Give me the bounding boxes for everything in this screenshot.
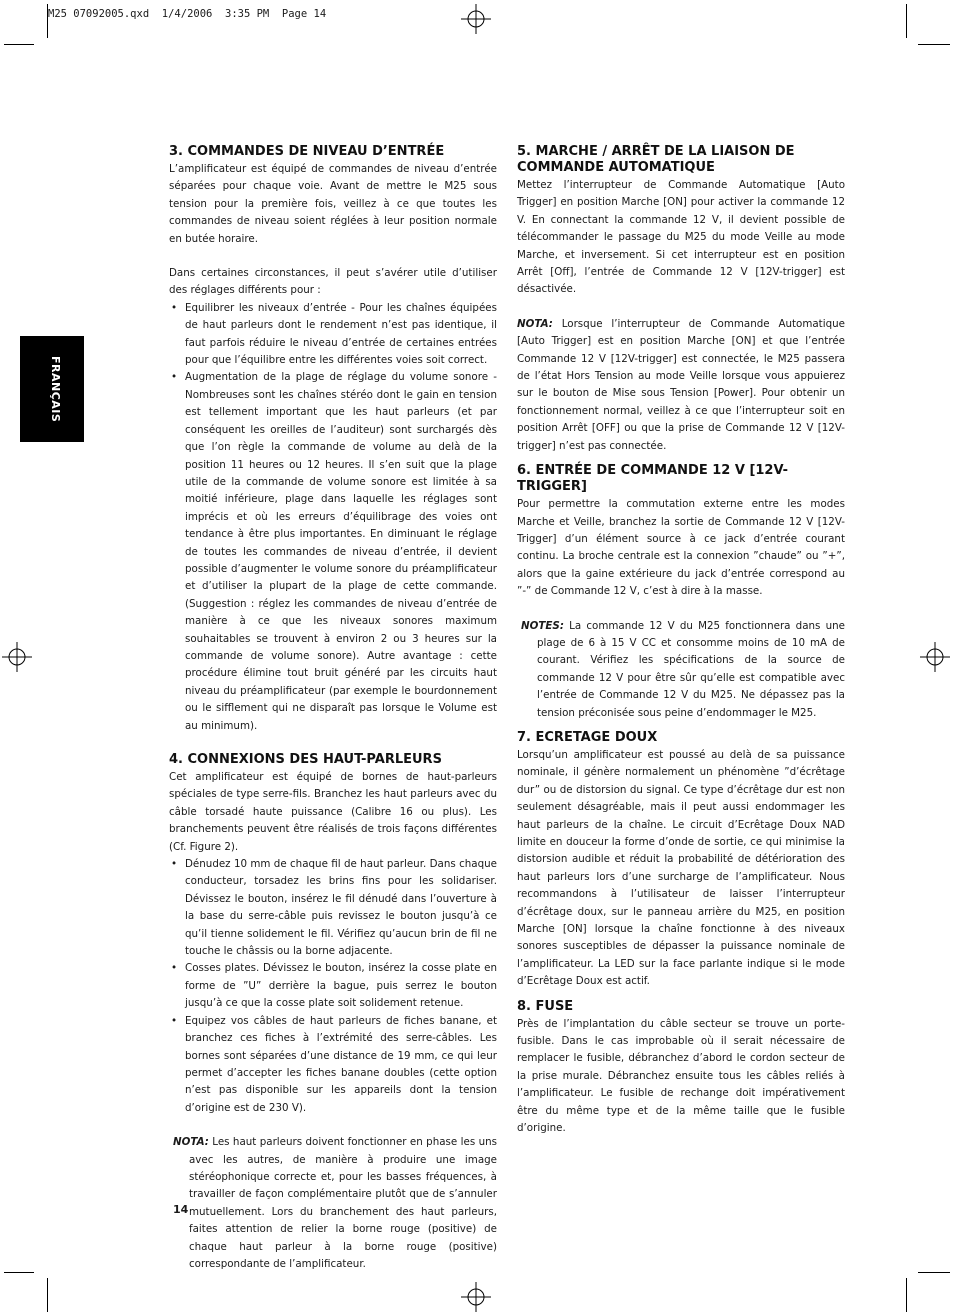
crop-mark-bottom-left-h (4, 1272, 34, 1273)
registration-mark-right (920, 642, 950, 672)
language-tab (20, 336, 84, 442)
section-4-title: 4. CONNEXIONS DES HAUT-PARLEURS (169, 752, 442, 767)
section-4-note-label: NOTA: (173, 1136, 209, 1149)
section-3-bullet-1: • Equilibrer les niveaux d’entrée - Pour les chaînes équipées de haut parleurs dont le rendement n’est pas identique, il faut parfois réduire le niveau d’entrée de certaines entrées pour que l’équilibre entre les différentes voies soit correct. (169, 300, 497, 370)
section-3-paragraph-2: Dans certaines circonstances, il peut s’avérer utile d’utiliser des réglages différents pour : (169, 267, 497, 297)
section-3-title: 3. COMMANDES DE NIVEAU D’ENTRÉE (169, 144, 445, 159)
section-6-note (517, 618, 845, 722)
left-column (169, 144, 497, 1273)
crop-mark-top-right-h (918, 44, 950, 45)
section-4-paragraph-1: Cet amplificateur est équipé de bornes de haut-parleurs spéciales de type serre-fils. Branchez les haut parleurs avec du câble torsadé haute puissance (Calibre 16 ou plus). Les branchements peuvent être réalisés de trois façons différentes (Cf. Figure 2). (169, 771, 497, 853)
section-3-bullet-2: • Augmentation de la plage de réglage du volume sonore - Nombreuses sont les chaînes stéréo dont le gain en tension est tellement important que les haut parleurs (et par conséquent les oreilles de l’auditeur) sont surchargés dès que l’on règle la commande de volume au delà de la position 11 heures ou 12 heures. Il s’en suit que la plage utile de la commande de volume sonore est limitée à sa moitié inférieure, plage dans laquelle les réglages sont imprécis et où les erreurs d’équilibrage des voies ont tendance à être plus importantes. En diminuant le réglage de toutes les commandes de niveau d’entrée, il devient possible d’augmenter le volume sonore du préamplificateur et d’utiliser la plupart de la plage de cette commande. (Suggestion : réglez les commandes de niveau d’entrée de manière à ce que les niveaux sonores maximum souhaitables se trouvent à environ 2 ou 3 heures sur la commande de volume sonore). Autre avantage : cette procédure élimine tout bruit généré par les circuits haut niveau du préamplificateur (par exemple le bourdonnement ou le sifflement qui ne disparaît pas lorsque le Volume est au minimum). (169, 369, 497, 735)
crop-mark-top-left-v (47, 4, 48, 38)
section-4-bullet-3: • Equipez vos câbles de haut parleurs de fiches banane, et branchez ces fiches à l’extrémité des serre-câbles. Les bornes sont séparées d’une distance de 19 mm, ce qui leur permet d’accepter les fiches banane doubles (cette option n’est pas disponible sur les appareils dont la tension d’origine est de 230 V). (169, 1013, 497, 1117)
crop-mark-bottom-left-v (47, 1278, 48, 1312)
section-5-note-text: Lorsque l’interrupteur de Commande Automatique [Auto Trigger] est en position Marche [ON] et que l’entrée Commande 12 V [12V-trigger] est connectée, le M25 passera de l’état Hors Tension au mode Veille lorsque vous appuierez sur le bouton de Mise sous Tension [Power]. Pour obtenir un fonctionnement normal, veillez à ce que l’interrupteur soit en position Arrêt [OFF] ou que la prise de Commande 12 V [12V-trigger] n’est pas connectée. (517, 317, 845, 452)
registration-mark-top (461, 4, 491, 34)
crop-mark-top-right-v (906, 4, 907, 38)
section-4-bullets (169, 856, 497, 1117)
section-5-paragraph-1: Mettez l’interrupteur de Commande Automatique [Auto Trigger] en position Marche [ON] pour activer la commande 12 V. En connectant la commande 12 V, il devient possible de télécommander le passage du M25 du mode Veille au mode Marche, et inversement. Si cet interrupteur est en position Arrêt [Off], l’entrée de Commande 12 V [12V-trigger] est désactivée. (517, 179, 845, 296)
section-3-paragraph-1: L’amplificateur est équipé de commandes de niveau d’entrée séparées pour chaque voie. Avant de mettre le M25 sous tension pour la première fois, veillez à ce que toutes les commandes de niveau soient réglées à leur position normale en butée horaire. (169, 163, 497, 245)
print-header: M25 07092005.qxd 1/4/2006 3:35 PM Page 14 (48, 8, 327, 20)
crop-mark-bottom-right-h (918, 1272, 950, 1273)
section-7-paragraph-1: Lorsqu’un amplificateur est poussé au delà de sa puissance nominale, il génère normalement un phénomène ”d’écrêtage dur” ou de distorsion du signal. Ce type d’écrêtage dur est non seulement désagréable, mais il peut aussi endommager les haut parleurs de la chaîne. Le circuit d’Ecrêtage Doux NAD limite en douceur la forme d’onde de sortie, ce qui minimise la distorsion audible et réduit la probabilité de détérioration des haut parleurs lors d’une surcharge de l’amplificateur. Nous recommandons à l’utilisateur de laisser l’interrupteur d’écrêtage doux, sur le panneau arrière du M25, en position Marche [ON] lorsque la chaîne fonctionne à des niveaux sonores susceptibles de dépasser la puissance nominale de l’amplificateur. La LED sur la face parlante indique si le mode d’Ecrêtage Doux est actif. (517, 748, 845, 988)
registration-mark-left (2, 642, 32, 672)
section-4-bullet-2: • Cosses plates. Dévissez le bouton, insérez la cosse plate en forme de ”U” derrière la bague, puis serrez le bouton jusqu’à ce que la cosse plate soit solidement retenue. (169, 960, 497, 1012)
section-4-note (169, 1134, 497, 1273)
section-7-title: 7. ECRETAGE DOUX (517, 729, 658, 745)
section-3-bullets (169, 300, 497, 735)
section-6-note-text: La commande 12 V du M25 fonctionnera dans une plage de 6 à 15 V CC et consomme moins de 10 mA de courant. Vérifiez les spécifications de la source de commande 12 V pour être sûr qu’elle est compatible avec l’entrée de Commande 12 V du M25. Ne dépassez pas la tension préconisée sous peine d’endommager le M25. (537, 619, 845, 719)
section-8-title: 8. FUSE (517, 998, 574, 1014)
section-6-title: 6. ENTRÉE DE COMMANDE 12 V [12V-TRIGGER] (517, 463, 788, 495)
page-number: 14 (173, 1203, 189, 1216)
right-column (517, 144, 845, 1138)
section-6-paragraph-1: Pour permettre la commutation externe entre les modes Marche et Veille, branchez la sortie de Commande 12 V [12V-Trigger] d’un élément source à ce jack d’entrée courant continu. La broche centrale est la connexion ”chaude” ou ”+”, alors que la gaine extérieure du jack d’entrée correspond au ”-” de Commande 12 V, c’est à dire à la masse. (517, 498, 845, 598)
registration-mark-bottom (461, 1282, 491, 1312)
section-6-note-label: NOTES: (521, 619, 564, 632)
language-tab-label: FRANÇAIS (49, 356, 62, 423)
crop-mark-bottom-right-v (906, 1278, 907, 1312)
section-5-title: 5. MARCHE / ARRÊT DE LA LIAISON DE COMMANDE AUTOMATIQUE (517, 144, 795, 175)
section-8-paragraph-1: Près de l’implantation du câble secteur se trouve un porte-fusible. Dans le cas improbable où il serait nécessaire de remplacer le fusible, débranchez d’abord le cordon secteur de la prise murale. Débranchez ensuite tous les câbles reliés à l’amplificateur. Le fusible de rechange doit impérativement être du même type et de la même taille que le fusible d’origine. (517, 1017, 845, 1135)
crop-mark-top-left-h (4, 44, 34, 45)
section-4-note-text: Les haut parleurs doivent fonctionner en phase les uns avec les autres, de manière à produire une image stéréophonique correcte et, pour les basses fréquences, à travailler de façon complémentaire plutôt que de s’annuler mutuellement. Lors du branchement des haut parleurs, faites attention de relier la borne rouge (positive) de chaque haut parleur à la borne rouge (positive) correspondante de l’amplificateur. (189, 1136, 497, 1270)
section-5-note-label: NOTA: (517, 317, 553, 330)
section-4-bullet-1: • Dénudez 10 mm de chaque fil de haut parleur. Dans chaque conducteur, torsadez les brins fins pour les solidariser. Dévissez le bouton, insérez le fil dénudé dans l’ouverture à la base du serre-câble puis revissez le bouton jusqu’à ce qu’il tienne solidement le fil. Vérifiez qu’aucun brin de fil ne touche le châssis ou la borne adjacente. (169, 856, 497, 960)
section-5-note (517, 316, 845, 455)
